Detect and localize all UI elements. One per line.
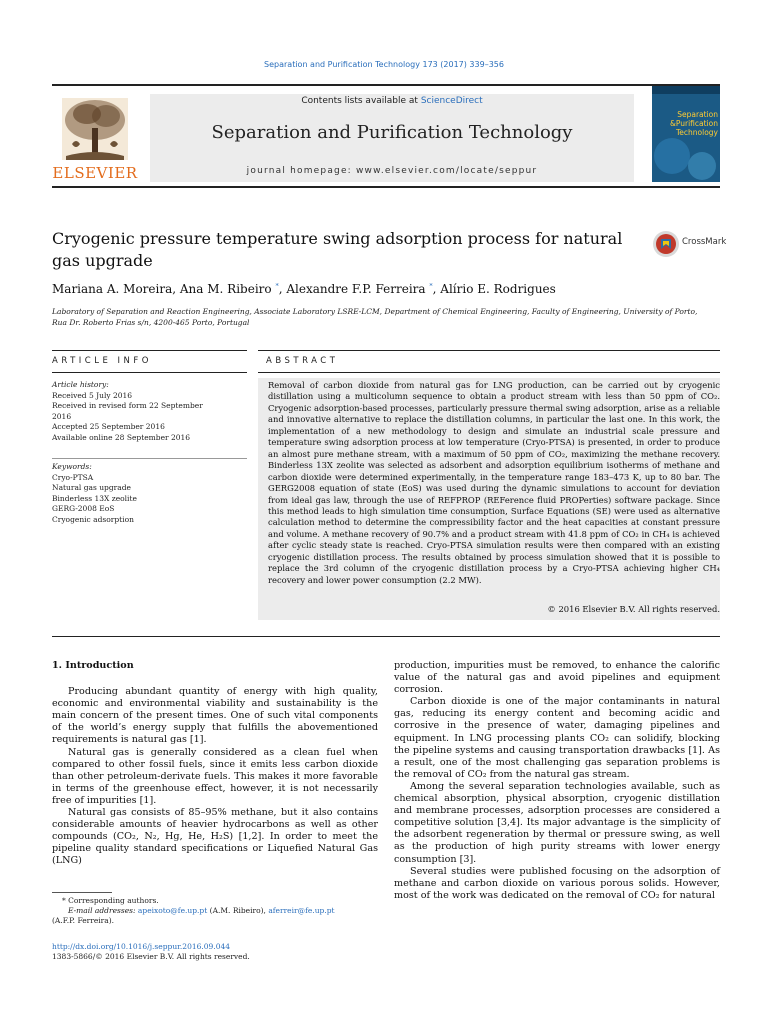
cover-title — [658, 110, 718, 137]
author-name[interactable]: Mariana A. Moreira — [52, 282, 173, 296]
footnote-rule — [52, 892, 112, 893]
article-history — [52, 380, 247, 443]
header-rule-top — [52, 84, 720, 86]
issn-line: 1383-5866/© 2016 Elsevier B.V. All rights reserved. — [52, 952, 250, 961]
paragraph: Several studies were published focusing on the adsorption of methane and carbon dioxide on various porous solids. However, most of the work was dedicated on the removal of CO₂ for natural — [394, 865, 720, 901]
cover-line-3: Technology — [675, 128, 718, 137]
crossmark-icon — [652, 230, 680, 258]
article-info-heading: ARTICLE INFO — [52, 356, 152, 366]
article-title: Cryogenic pressure temperature swing adsorption process for natural gas upgrade — [52, 229, 623, 270]
paragraph: production, impurities must be removed, to enhance the calorific value of the natural gas and avoid pipelines and equipment corrosion. — [394, 660, 720, 696]
author-name[interactable]: Alírio E. Rodrigues — [440, 282, 556, 296]
corresponding-marker[interactable]: * — [429, 282, 433, 290]
elsevier-logo — [52, 92, 138, 182]
corresponding-marker[interactable]: * — [275, 282, 279, 290]
keyword: Cryo-PTSA — [52, 472, 94, 482]
keywords-rule — [52, 458, 247, 459]
abstract-heading: ABSTRACT — [266, 356, 339, 366]
paragraph: Natural gas consists of 85–95% methane, but it also contains considerable amounts of heavier hydrocarbons as well as other compounds (CO₂, N₂, Hg, He, H₂S) [1,2]. In order to meet the pipeline quality standard specifications or Liquefied Natural Gas (LNG) — [52, 807, 378, 867]
history-line: Received in revised form 22 September — [52, 401, 203, 410]
abstract-rule-top — [258, 350, 720, 351]
history-line: Available online 28 September 2016 — [52, 432, 191, 442]
contents-prefix: Contents lists available at — [301, 96, 421, 106]
email-link-ferreira[interactable]: aferreir@fe.up.pt — [268, 906, 335, 915]
footnotes — [52, 896, 378, 926]
journal-homepage[interactable]: journal homepage: www.elsevier.com/locate/seppur — [246, 166, 538, 176]
journal-cover[interactable] — [652, 86, 720, 182]
paragraph: Producing abundant quantity of energy with high quality, economic and environmental viability and sustainability is the main concern of the present times. One of such vital components of the world’s energy supply that fulfills the abovementioned requirements is natural gas [1]. — [52, 686, 378, 746]
author-name[interactable]: Alexandre F.P. Ferreira — [286, 282, 426, 296]
email-owner: (A.F.P. Ferreira). — [52, 916, 115, 925]
history-label: Article history: — [52, 380, 109, 389]
abstract-copyright: © 2016 Elsevier B.V. All rights reserved. — [547, 604, 720, 614]
contents-line — [150, 96, 634, 106]
paragraph: Carbon dioxide is one of the major contaminants in natural gas, reducing its energy content and becoming acidic and corrosive in the presence of water, damaging pipelines and equipment. In LNG processing plants CO₂ can solidify, blocking the pipeline systems and causing transportation drawbacks [1]. As a result, one of the most challenging gas separation problems is the removal of CO₂ from the natural gas stream. — [394, 696, 720, 780]
body-rule — [52, 636, 720, 637]
paragraph: Natural gas is generally considered as a clean fuel when compared to other fossil fuels, since it emits less carbon dioxide than other petroleum-derivate fuels. This makes it more favorable in terms of the greenhouse effect, however, it is not necessarily free of impurities [1]. — [52, 746, 378, 806]
body-left-column — [52, 660, 378, 868]
body-right-column — [394, 660, 720, 902]
keyword: GERG-2008 EoS — [52, 504, 115, 513]
cover-line-2: &Purification — [670, 119, 718, 128]
article-info-rule — [52, 372, 247, 373]
keyword: Natural gas upgrade — [52, 483, 131, 492]
keyword: Cryogenic adsorption — [52, 514, 134, 524]
history-line: Received 5 July 2016 — [52, 390, 133, 400]
corresponding-authors-note: * Corresponding authors. — [62, 896, 159, 905]
author-list: Mariana A. Moreira, Ana M. Ribeiro *, Alexandre F.P. Ferreira *, Alírio E. Rodrigues — [52, 282, 556, 296]
cover-line-1: Separation — [677, 110, 718, 119]
header-rule-bottom — [52, 186, 720, 188]
history-line: 2016 — [52, 411, 72, 421]
affiliation-line-2: Rua Dr. Roberto Frias s/n, 4200-465 Porto, Portugal — [52, 318, 250, 327]
affiliation-line-1: Laboratory of Separation and Reaction Engineering, Associate Laboratory LSRE-LCM, Department of Chemical Engineering, Faculty of Engineering, University of Porto, — [52, 307, 698, 316]
keywords — [52, 462, 247, 525]
journal-title: Separation and Purification Technology — [211, 122, 573, 143]
abstract-text: Removal of carbon dioxide from natural gas for LNG production, can be carried out by cryogenic distillation using a multicolumn sequence to obtain a product stream with less than 50 ppm of CO₂. Cryogenic adsorption-based processes, particularly pressure thermal swing adsorption, arise as a reliable and innovative alternative to replace the distillation columns, in particular the last one. In this work, the implementation of a new methodology to design and simulate an industrial scale pressure and temperature swing adsorption process at low temperature (Cryo-PTSA) is presented, in order to produce an almost pure methane stream, with a maximum of 50 ppm of CO₂, maximizing the methane recovery. Binderless 13X zeolite was selected as adsorbent and adsorption equilibrium isotherms of methane and carbon dioxide were determined experimentally, in the temperature range 183–473 K, up to 80 bar. The GERG2008 equation of state (EoS) was used during the dynamic simulations to account for deviation from ideal gas law, through the use of REFPROP (REFerence fluid PROPerties) software package. Since this method leads to high simulation time consumption, Surface Equations (SE) were used as alternative calculation method to determine the compressibility factor and the heat capacities at constant pressure and volume. A methane recovery of 90.7% and a product stream with 41.8 ppm of CO₂ in CH₄ is achieved after cyclic steady state is reached. Cryo-PTSA simulation results were then compared with an existing cryogenic distillation process. The results obtained by process simulation showed that it is possible to replace the 3rd column of the cryogenic distillation process by a Cryo-PTSA achieving higher CH₄ recovery and lower power consumption (2.2 MW). — [268, 380, 720, 585]
journal-reference[interactable]: Separation and Purification Technology 173 (2017) 339–356 — [264, 60, 504, 69]
email-owner: (A.M. Ribeiro), — [209, 906, 266, 915]
abstract-rule — [258, 372, 720, 373]
email-link-ribeiro[interactable]: apeixoto@fe.up.pt — [137, 906, 208, 915]
history-line: Accepted 25 September 2016 — [52, 422, 165, 431]
email-line — [52, 906, 378, 916]
keyword: Binderless 13X zeolite — [52, 493, 137, 503]
doi-link[interactable]: http://dx.doi.org/10.1016/j.seppur.2016.09.044 — [52, 942, 231, 951]
keywords-label: Keywords: — [52, 462, 92, 471]
sciencedirect-link[interactable]: ScienceDirect — [420, 96, 483, 106]
paragraph: Among the several separation technologies available, such as chemical absorption, physical absorption, cryogenic distillation and membrane processes, adsorption processes are considered a competitive solution [3,4]. Its major advantage is the simplicity of the adsorbent regeneration by thermal or pressure swing, as well as the production of high purity streams with lower energy consumption [3]. — [394, 780, 720, 865]
section-title: 1. Introduction — [52, 660, 134, 671]
affiliation — [52, 306, 720, 328]
publisher-name: ELSEVIER — [52, 164, 138, 182]
author-name[interactable]: Ana M. Ribeiro — [179, 282, 272, 296]
doi-block — [52, 942, 378, 962]
crossmark-badge[interactable] — [652, 228, 732, 260]
article-info-rule-top — [52, 350, 247, 351]
email-label: E-mail addresses: — [68, 906, 136, 915]
crossmark-label: CrossMark — [682, 237, 727, 247]
